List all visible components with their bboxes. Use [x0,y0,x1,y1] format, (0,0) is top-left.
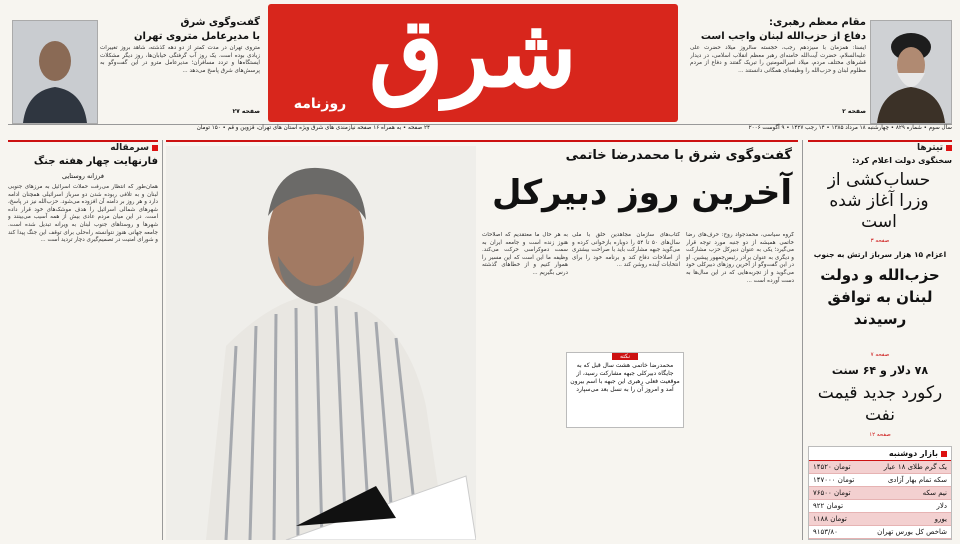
metro-headline: با مدیرعامل متروی تهران [133,31,260,42]
headlines-label: تیترها [808,143,952,153]
logo-word: شرق [369,0,577,109]
market-label: نیم سکه [922,489,947,497]
market-label: یورو [934,515,947,523]
metro-director-photo [12,20,98,124]
page-ref-3: صفحه ۱۲ [869,432,891,438]
section-bullet-icon [946,145,952,151]
column-divider-left [162,140,163,540]
column-divider-right [802,140,803,540]
logo-sub: روزنامه [293,96,347,112]
market-row [809,487,951,500]
leader-body: ایسنا: همزمان با سیزدهم رجب، خجسته سالروز میلاد حضرت علی علیه‌السلام، حضرت آیت‌الله خامنه‌ای رهبر معظم انقلاب اسلامی، در دیدار قشرهای مختلف مردم، میلاد امیرالمومنین را تبریک گفتند و دفاع از مردم مظلوم لبنان و حزب‌الله را وظیفه‌ای همگانی دانستند ... [690,45,866,74]
market-value: ۹۱۵۳/۸۰ [813,528,838,536]
market-label: یک گرم طلای ۱۸ عیار [883,463,947,471]
section-bullet-icon [941,451,947,457]
main-headline: آخرین روز دبیرکل [492,173,792,213]
metro-continued: صفحه ۲۷ [232,108,260,115]
editorial-headline: فارنهایت چهار هفته جنگ [33,156,158,167]
market-row [809,513,951,526]
metro-kicker: گفت‌وگوی شرق [180,17,260,28]
headline-ministers: حساب‌کشی از وزرا آغاز شده است [827,170,931,232]
market-title: بازار دوشنبه [809,447,951,461]
metro-body: متروی تهران در مدت کمتر از دو دهه گذشته، شاهد بروز تغییرات زیادی بوده است. یک روز آب گرفتگی خیابان‌ها، روز دیگر مشکلات ایستگاه‌ها و تردد مسافران؛ مدیرعامل مترو در این گفت‌وگو به پرسش‌های شرق پاسخ می‌دهد ... [100,45,260,74]
leader-headline: دفاع از حزب‌الله لبنان واجب است [700,31,866,42]
pages-price: ۲۴ صفحه • به همراه ۱۶ صفحه نیازمندی های شرق ویژه استان های تهران، قزوین و قم • ۱۵۰ تومان [196,125,430,131]
pull-quote-label: نکته [612,353,638,360]
leader-continued: صفحه ۲ [842,108,866,115]
market-rows [809,461,951,539]
market-row [809,526,951,539]
market-label: شاخص کل بورس تهران [877,528,947,536]
editorial-top-rule [8,140,158,142]
section-bullet-icon [152,145,158,151]
main-kicker: گفت‌وگوی شرق با محمدرضا خاتمی [565,148,792,163]
person-photo-icon [166,146,476,540]
masthead [0,0,960,134]
market-value: ۱۴۷۰۰۰ تومان [813,476,855,484]
market-value: ۷۶۵۰۰ تومان [813,489,851,497]
leader-photo [870,20,952,124]
market-label: سکه تمام بهار آزادی [887,476,947,484]
main-story [166,140,798,540]
market-row [809,461,951,474]
main-top-rule [166,140,798,142]
pull-quote-box [566,352,684,428]
editorial-author: فرزانه روستایی [62,172,104,180]
kicker-troops: اعزام ۱۵ هزار سرباز ارتش به جنوب [813,250,947,259]
market-label: دلار [936,502,947,510]
person-photo-icon [13,21,97,123]
headline-hezbollah: حزب‌الله و دولت لبنان به توافق رسیدند [820,266,940,328]
editorial-body: همان‌طور که انتظار می‌رفت حملات اسرائیل به مرزهای جنوبی لبنان و به تلافی ربوده شدن دو سرباز اسرائیلی همچنان ادامه دارد و هر روز بر دامنه آن افزوده می‌شود. حزب‌الله نیز در پاسخ، شهرهای شمالی اسرائیل را هدف موشک‌های خود قرار داده است. در این میان مردم عادی بیش از همه آسیب می‌بینند و شهرها و روستاهای جنوب لبنان به ویرانه تبدیل شده است. جامعه جهانی هنوز نتوانسته راه‌حلی برای توقف این جنگ پیدا کند و شورای امنیت در تصمیم‌گیری دچار تردید است ... [8,184,158,244]
editorial-column [8,140,158,540]
kicker-oil-price: ۷۸ دلار و ۶۴ سنت [831,364,929,377]
headline-oil: رکورد جدید قیمت نفت [817,383,943,425]
market-value: ۹۲۲ تومان [813,502,844,510]
market-row [809,500,951,513]
main-col-2: کتاب‌های سازمان مجاهدین خلق با ملی سال‌های ۵۰ تا ۵۴ را دوباره بازخوانی کرده و می‌گوید جبهه مشارکت باید با صراحت بیشتری از اصلاحات دفاع کند و برنامه خود را برای انتخابات آینده روشن کند ... [572,232,680,269]
dateline: سال سوم • شماره ۸۲۹ • چهارشنبه ۱۸ مرداد ۱۳۸۵ • ۱۴ رجب ۱۴۲۷ • ۹ آگوست ۲۰۰۶ [748,125,952,131]
leader-kicker: مقام معظم رهبری: [768,17,866,28]
page-ref-1: صفحه ۳ [870,238,890,244]
main-col-3: به هر حال ما معتقدیم که اصلاحات هنوز زنده است و جامعه ایران به سمت دموکراسی حرکت می‌کند. وظیفه ما این است که این مسیر را هموار کنیم و از خطاهای گذشته درس بگیریم ... [482,232,568,276]
editorial-label: سرمقاله [8,143,158,153]
gov-spokesman-intro: سخنگوی دولت اعلام کرد: [852,156,952,165]
pull-quote-text: محمدرضا خاتمی هشت سال قبل که به جایگاه دبیرکلی جبهه مشارکت رسید، از موقعیت فعلی رهبری این جبهه با اسم بیرون آمد و امروز آن را به نسل بعد می‌سپارد [570,362,680,393]
market-value: ۱۱۸۸ تومان [813,515,847,523]
headlines-column [808,140,952,540]
market-box [808,446,952,540]
column-top-rule [808,140,952,142]
market-row [809,474,951,487]
page-ref-2: صفحه ۷ [870,352,890,358]
person-photo-icon [871,21,951,123]
market-value: ۱۴۵۲۰ تومان [813,463,851,471]
khatami-photo [166,146,476,540]
main-col-1: گروه سیاسی، محمدجواد روح: حرف‌های رضا خاتمی همیشه از دو جنبه مورد توجه قرار می‌گیرد؛ یکی به عنوان دبیرکل حزب مشارکت و دیگری به عنوان برادر رئیس‌جمهور پیشین. او در این گفت‌وگو از آخرین روزهای دبیرکلی خود می‌گوید و از تجربه‌هایی که در این سال‌ها به دست آورده است ... [686,232,794,284]
